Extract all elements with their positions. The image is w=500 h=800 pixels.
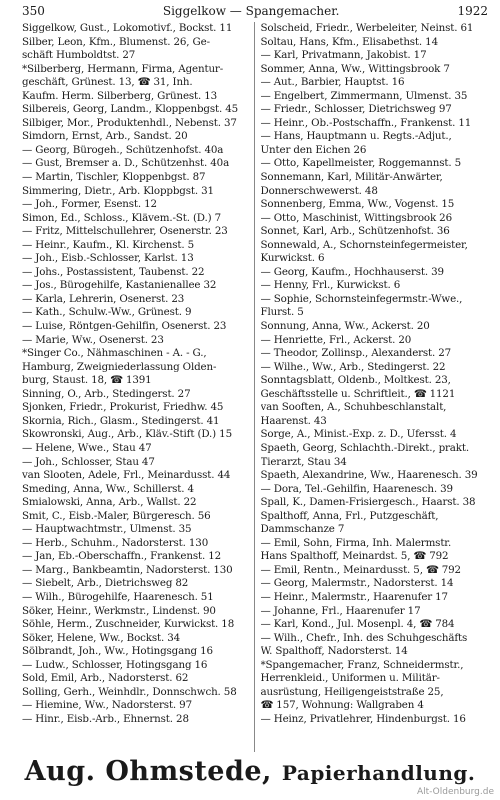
directory-entry-line: — Emil, Sohn, Firma, Inh. Malermstr.	[260, 536, 452, 549]
directory-entry-line: — Martin, Tischler, Kloppenbgst. 87	[22, 171, 206, 184]
directory-entry-line: — Georg, Malermstr., Nadorsterst. 14	[260, 577, 454, 590]
directory-entry-line: Haarenst. 43	[260, 414, 327, 427]
directory-entry-line: van Sooften, A., Schuhbeschlanstalt,	[260, 401, 447, 414]
directory-entry-line: — Henny, Frl., Kurwickst. 6	[260, 279, 401, 292]
directory-entry-line: Spall, K., Damen-Frisiergesch., Haarst. 38	[260, 496, 476, 509]
directory-entry-line: — Luise, Röntgen-Gehilfin, Osenerst. 23	[22, 320, 227, 333]
directory-entry-line: — Wilh., Chefr., Inh. des Schuhgeschäfts	[260, 631, 468, 644]
directory-entry-line: — Marie, Ww., Osenerst. 23	[22, 333, 164, 346]
directory-entry-line: Sjonken, Friedr., Prokurist, Friedhw. 45	[22, 401, 224, 414]
directory-entry-line: — Johanne, Frl., Haarenufer 17	[260, 604, 421, 617]
directory-entry-line: — Ludw., Schlosser, Hotingsgang 16	[22, 658, 208, 671]
directory-entry-line: Hans Spalthoff, Meinardst. 5, ☎ 792	[260, 550, 449, 563]
directory-entry-line: — Hinr., Eisb.-Arb., Ehnernst. 28	[22, 712, 189, 725]
page-header	[22, 4, 488, 20]
directory-entry-line: ☎ 157, Wohnung: Wallgraben 4	[260, 699, 424, 712]
directory-entry-line: — Engelbert, Zimmermann, Ulmenst. 35	[260, 89, 468, 102]
directory-entry-line: — Heinz, Privatlehrer, Hindenburgst. 16	[260, 712, 466, 725]
directory-entry-line: — Heinr., Ob.-Postschaffn., Frankenst. 11	[260, 116, 472, 129]
right-column	[261, 22, 489, 752]
directory-entry-line: Donnerschwewerst. 48	[260, 184, 378, 197]
directory-entry-line: Silber, Leon, Kfm., Blumenst. 26, Ge-	[22, 35, 210, 48]
directory-entry-line: — Dora, Tel.-Gehilfin, Haarenesch. 39	[260, 482, 453, 495]
directory-entry-line: — Kath., Schulw.-Ww., Grünest. 9	[22, 306, 192, 319]
directory-entry-line: Söhle, Herm., Zuschneider, Kurwickst. 18	[22, 618, 235, 631]
directory-entry-line: Soltau, Hans, Kfm., Elisabethst. 14	[260, 35, 438, 48]
directory-entry-line: — Karl, Privatmann, Jakobist. 17	[260, 49, 427, 62]
directory-entry-line: — Theodor, Zollinsp., Alexanderst. 27	[260, 347, 452, 360]
directory-entry-line: — Wilh., Bürogehilfe, Haarenesch. 51	[22, 590, 214, 603]
directory-entry-line: Solling, Gerh., Weinhdlr., Donnschwch. 58	[22, 685, 237, 698]
directory-entry-line: — Karla, Lehrerin, Osenerst. 23	[22, 292, 185, 305]
directory-entry-line: Herrenkleid., Uniformen u. Militär-	[260, 672, 440, 685]
directory-entry-line: — Hiemine, Ww., Nadorsterst. 97	[22, 699, 192, 712]
directory-entry-line: Silbiger, Mor., Produktenhdl., Nebenst. 37	[22, 116, 237, 129]
directory-entry-line: geschäft, Grünest. 13, ☎ 31, Inh.	[22, 76, 193, 89]
directory-entry-line: Skornia, Rich., Glasm., Stedingerst. 41	[22, 414, 220, 427]
directory-entry-line: — Siebelt, Arb., Dietrichsweg 82	[22, 577, 189, 590]
directory-entry-line: — Otto, Maschinist, Wittingsbrook 26	[260, 211, 452, 224]
directory-entry-line: *Singer Co., Nähmaschinen - A. - G.,	[22, 347, 207, 360]
directory-entry-line: Simdorn, Ernst, Arb., Sandst. 20	[22, 130, 188, 143]
directory-entry-line: Sonnung, Anna, Ww., Ackerst. 20	[260, 320, 430, 333]
directory-entry-line: Smialowski, Anna, Arb., Wallst. 22	[22, 496, 197, 509]
directory-entry-line: Sold, Emil, Arb., Nadorsterst. 62	[22, 672, 189, 685]
directory-entry-line: Unter den Eichen 26	[260, 143, 367, 156]
directory-entry-line: burg, Staust. 18, ☎ 1391	[22, 374, 152, 387]
directory-entry-line: Sölbrandt, Joh., Ww., Hotingsgang 16	[22, 645, 213, 658]
directory-entry-line: — Heinr., Kaufm., Kl. Kirchenst. 5	[22, 238, 195, 251]
directory-entry-line: Sonnemann, Karl, Militär-Anwärter,	[260, 171, 443, 184]
directory-entry-line: — Herb., Schuhm., Nadorsterst. 130	[22, 536, 209, 549]
directory-entry-line: Flurst. 5	[260, 306, 304, 319]
directory-entry-line: Sonntagsblatt, Oldenb., Moltkest. 23,	[260, 374, 451, 387]
directory-entry-line: Skowronski, Aug., Arb., Kläv.-Stift (D.) 15	[22, 428, 232, 441]
directory-entry-line: — Fritz, Mittelschullehrer, Osenerstr. 23	[22, 225, 228, 238]
directory-entry-line: Spalthoff, Anna, Frl., Putzgeschäft,	[260, 509, 439, 522]
directory-entry-line: Söker, Heinr., Werkmstr., Lindenst. 90	[22, 604, 216, 617]
directory-entry-line: Smeding, Anna, Ww., Schillerst. 4	[22, 482, 194, 495]
directory-entry-line: Spaeth, Georg, Schlachth.-Direkt., prakt.	[260, 441, 469, 454]
directory-entry-line: Smit, C., Eisb.-Maler, Bürgeresch. 56	[22, 509, 211, 522]
directory-entry-line: Kaufm. Herm. Silberberg, Grünest. 13	[22, 89, 218, 102]
year: 1922	[457, 4, 488, 18]
directory-entry-line: schäft Humboldtst. 27	[22, 49, 136, 62]
directory-entry-line: — Joh., Former, Esenst. 12	[22, 198, 157, 211]
directory-entry-line: — Marg., Bankbeamtin, Nadorsterst. 130	[22, 563, 233, 576]
directory-entry-line: — Henriette, Frl., Ackerst. 20	[260, 333, 412, 346]
directory-entry-line: Sinning, O., Arb., Stedingerst. 27	[22, 387, 191, 400]
directory-entry-line: Sommer, Anna, Ww., Wittingsbrook 7	[260, 62, 450, 75]
directory-columns	[22, 22, 488, 752]
directory-entry-line: — Joh., Schlosser, Stau 47	[22, 455, 155, 468]
directory-entry-line: — Jos., Bürogehilfe, Kastanienallee 32	[22, 279, 217, 292]
directory-entry-line: Dammschanze 7	[260, 523, 345, 536]
directory-entry-line: Simmering, Dietr., Arb. Kloppbgst. 31	[22, 184, 214, 197]
directory-entry-line: — Hauptwachtmstr., Ulmenst. 35	[22, 523, 192, 536]
directory-entry-line: *Spangemacher, Franz, Schneidermstr.,	[260, 658, 464, 671]
directory-entry-line: — Otto, Kapellmeister, Roggemannst. 5	[260, 157, 462, 170]
directory-entry-line: Sonnewald, A., Schornsteinfegermeister,	[260, 238, 468, 251]
page-number: 350	[22, 4, 45, 18]
directory-entry-line: Sorge, A., Minist.-Exp. z. D., Ufersst. 4	[260, 428, 457, 441]
directory-entry-line: — Karl, Kond., Jul. Mosenpl. 4, ☎ 784	[260, 618, 455, 631]
watermark: Alt-Oldenburg.de	[416, 787, 494, 797]
directory-entry-line: Hamburg, Zweigniederlassung Olden-	[22, 360, 217, 373]
advert-trade: Papierhandlung.	[281, 761, 476, 785]
directory-entry-line: — Helene, Wwe., Stau 47	[22, 441, 152, 454]
directory-entry-line: Solscheid, Friedr., Werbeleiter, Neinst. 61	[260, 22, 474, 34]
directory-entry-line: — Aut., Barbier, Hauptst. 16	[260, 76, 405, 89]
directory-entry-line: W. Spalthoff, Nadorsterst. 14	[260, 645, 408, 658]
directory-entry-line: — Jan, Eb.-Oberschaffn., Frankenst. 12	[22, 550, 221, 563]
directory-entry-line: Sonnet, Karl, Arb., Schützenhofst. 36	[260, 225, 450, 238]
directory-entry-line: Simon, Ed., Schloss., Klävem.-St. (D.) 7	[22, 211, 222, 224]
left-column	[22, 22, 255, 752]
directory-entry-line: Geschäftsstelle u. Schriftleit., ☎ 1121	[260, 387, 456, 400]
directory-entry-line: — Friedr., Schlosser, Dietrichsweg 97	[260, 103, 452, 116]
directory-entry-line: Siggelkow, Gust., Lokomotivf., Bockst. 11	[22, 22, 233, 34]
directory-entry-line: Kurwickst. 6	[260, 252, 325, 265]
directory-entry-line: Silbereis, Georg, Landm., Kloppenbgst. 45	[22, 103, 239, 116]
directory-entry-line: — Heinr., Malermstr., Haarenufer 17	[260, 590, 448, 603]
directory-entry-line: — Joh., Eisb.-Schlosser, Karlst. 13	[22, 252, 194, 265]
directory-entry-line: — Johs., Postassistent, Taubenst. 22	[22, 265, 205, 278]
directory-entry-line: van Slooten, Adele, Frl., Meinardusst. 44	[22, 469, 231, 482]
directory-entry-line: — Wilhe., Ww., Arb., Stedingerst. 22	[260, 360, 446, 373]
directory-entry-line: — Gust, Bremser a. D., Schützenhst. 40a	[22, 157, 230, 170]
directory-entry-line: *Silberberg, Hermann, Firma, Agentur-	[22, 62, 224, 75]
directory-entry-line: ausrüstung, Heiligengeiststraße 25,	[260, 685, 444, 698]
running-title: Siggelkow — Spangemacher.	[162, 4, 340, 18]
directory-entry-line: — Sophie, Schornsteinfegermstr.-Wwe.,	[260, 292, 463, 305]
directory-entry-line: Spaeth, Alexandrine, Ww., Haarenesch. 39	[260, 469, 478, 482]
advert-name: Aug. Ohmstede,	[24, 756, 272, 787]
directory-entry-line: Tierarzt, Stau 34	[260, 455, 347, 468]
directory-entry-line: — Emil, Rentn., Meinardusst. 5, ☎ 792	[260, 563, 461, 576]
directory-entry-line: Söker, Helene, Ww., Bockst. 34	[22, 631, 180, 644]
directory-entry-line: — Hans, Hauptmann u. Regts.-Adjut.,	[260, 130, 452, 143]
directory-entry-line: — Georg, Kaufm., Hochhauserst. 39	[260, 265, 444, 278]
directory-entry-line: — Georg, Bürogeh., Schützenhofst. 40a	[22, 143, 224, 156]
directory-entry-line: Sonnenberg, Emma, Ww., Vogenst. 15	[260, 198, 455, 211]
